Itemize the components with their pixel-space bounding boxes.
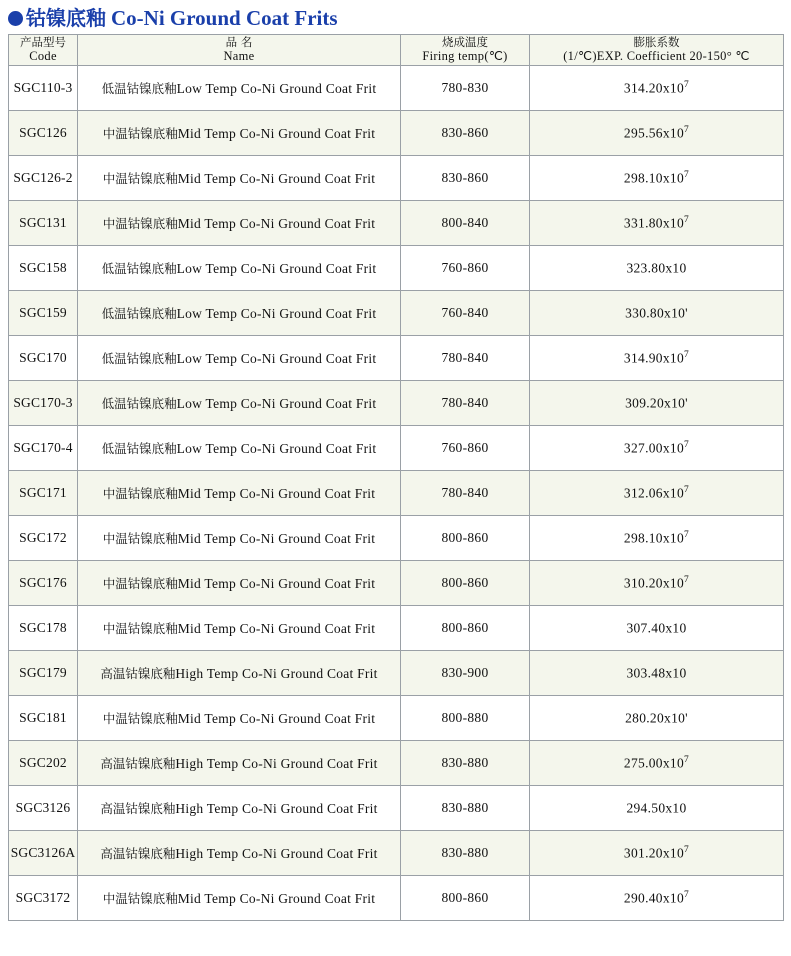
cell-name-en: Mid Temp Co-Ni Ground Coat Frit [177, 890, 376, 906]
cell-exp-coefficient [530, 741, 784, 786]
cell-name-cn: 低温钴镍底釉 [101, 350, 177, 366]
cell-exp-value: 327.00x10 [623, 440, 684, 456]
cell-name-en: Low Temp Co-Ni Ground Coat Frit [176, 440, 377, 456]
cell-code: SGC172 [9, 516, 78, 561]
cell-name [78, 381, 401, 426]
column-header-name [78, 35, 401, 66]
cell-code: SGC159 [9, 291, 78, 336]
table-row [9, 471, 784, 516]
cell-name [78, 786, 401, 831]
cell-name-en: Mid Temp Co-Ni Ground Coat Frit [177, 710, 376, 726]
cell-exp-coefficient [530, 201, 784, 246]
cell-name [78, 471, 401, 516]
cell-name [78, 696, 401, 741]
cell-exp-exponent: 7 [684, 889, 690, 900]
cell-name-cn: 低温钴镍底釉 [101, 440, 177, 456]
cell-name-cn: 高温钴镍底釉 [100, 755, 176, 771]
cell-exp-value: 298.10x10 [623, 170, 684, 186]
cell-firing-temp: 800-840 [401, 201, 530, 246]
cell-name [78, 336, 401, 381]
column-header-exp-coefficient-cn: 膨胀系数 [633, 35, 680, 49]
cell-exp-coefficient [530, 831, 784, 876]
cell-name-cn: 高温钴镍底釉 [100, 800, 176, 816]
cell-name-cn: 低温钴镍底釉 [101, 80, 177, 96]
column-header-code [9, 35, 78, 66]
cell-code: SGC170-4 [9, 426, 78, 471]
cell-name-en: High Temp Co-Ni Ground Coat Frit [175, 845, 378, 861]
cell-name-cn: 中温钴镍底釉 [102, 620, 178, 636]
cell-name-cn: 中温钴镍底釉 [102, 710, 178, 726]
cell-exp-value: 309.20x10' [625, 395, 688, 411]
cell-exp-exponent: 7 [684, 124, 690, 135]
column-header-exp-coefficient [530, 35, 784, 66]
cell-firing-temp: 780-830 [401, 66, 530, 111]
cell-name [78, 561, 401, 606]
cell-firing-temp: 830-860 [401, 111, 530, 156]
cell-code: SGC158 [9, 246, 78, 291]
cell-firing-temp: 780-840 [401, 471, 530, 516]
cell-exp-value: 310.20x10 [623, 575, 684, 591]
cell-code: SGC176 [9, 561, 78, 606]
cell-name-en: Low Temp Co-Ni Ground Coat Frit [176, 260, 377, 276]
table-row [9, 876, 784, 921]
table-row [9, 111, 784, 156]
table-row [9, 201, 784, 246]
cell-exp-exponent: 7 [684, 79, 690, 90]
cell-code: SGC131 [9, 201, 78, 246]
cell-name-cn: 中温钴镍底釉 [102, 575, 178, 591]
cell-name [78, 66, 401, 111]
cell-name-en: Low Temp Co-Ni Ground Coat Frit [176, 395, 377, 411]
cell-name-cn: 中温钴镍底釉 [102, 170, 178, 186]
cell-exp-coefficient [530, 696, 784, 741]
cell-exp-exponent: 7 [684, 754, 690, 765]
cell-name [78, 426, 401, 471]
cell-exp-value: 330.80x10' [625, 305, 688, 321]
bullet-icon [8, 11, 23, 26]
cell-exp-coefficient [530, 651, 784, 696]
table-row [9, 696, 784, 741]
page-title-english: Co-Ni Ground Coat Frits [111, 5, 338, 30]
frits-table [8, 34, 784, 921]
cell-exp-coefficient [530, 516, 784, 561]
cell-code: SGC126-2 [9, 156, 78, 201]
table-body [9, 66, 784, 921]
cell-firing-temp: 800-860 [401, 606, 530, 651]
cell-exp-value: 314.20x10 [623, 80, 684, 96]
cell-name-cn: 低温钴镍底釉 [101, 305, 177, 321]
cell-exp-value: 280.20x10' [625, 710, 688, 726]
cell-code: SGC3126 [9, 786, 78, 831]
cell-exp-value: 298.10x10 [623, 530, 684, 546]
cell-name-en: High Temp Co-Ni Ground Coat Frit [175, 665, 378, 681]
cell-code: SGC126 [9, 111, 78, 156]
cell-exp-value: 303.48x10 [626, 665, 687, 681]
table-row [9, 246, 784, 291]
cell-exp-coefficient [530, 381, 784, 426]
table-row [9, 786, 784, 831]
cell-firing-temp: 830-880 [401, 786, 530, 831]
cell-firing-temp: 760-860 [401, 426, 530, 471]
cell-name [78, 876, 401, 921]
cell-name-cn: 高温钴镍底釉 [100, 665, 176, 681]
table-row [9, 741, 784, 786]
table-row [9, 561, 784, 606]
cell-name-cn: 中温钴镍底釉 [102, 890, 178, 906]
cell-name [78, 156, 401, 201]
cell-exp-coefficient [530, 876, 784, 921]
column-header-name-en: Name [223, 49, 255, 64]
cell-exp-exponent: 7 [684, 484, 690, 495]
cell-name [78, 651, 401, 696]
cell-firing-temp: 830-900 [401, 651, 530, 696]
cell-exp-exponent: 7 [684, 349, 690, 360]
cell-exp-value: 301.20x10 [623, 845, 684, 861]
cell-name [78, 246, 401, 291]
cell-name-en: Mid Temp Co-Ni Ground Coat Frit [177, 215, 376, 231]
column-header-firing-temp [401, 35, 530, 66]
cell-code: SGC3172 [9, 876, 78, 921]
cell-exp-exponent: 7 [684, 529, 690, 540]
cell-name-en: Mid Temp Co-Ni Ground Coat Frit [177, 530, 376, 546]
cell-exp-exponent: 7 [684, 169, 690, 180]
table-row [9, 426, 784, 471]
cell-exp-coefficient [530, 606, 784, 651]
cell-firing-temp: 780-840 [401, 336, 530, 381]
cell-exp-coefficient [530, 66, 784, 111]
cell-exp-coefficient [530, 561, 784, 606]
cell-name [78, 606, 401, 651]
cell-name [78, 741, 401, 786]
cell-code: SGC178 [9, 606, 78, 651]
cell-firing-temp: 830-880 [401, 741, 530, 786]
cell-name-cn: 中温钴镍底釉 [102, 485, 178, 501]
table-row [9, 381, 784, 426]
cell-exp-value: 295.56x10 [623, 125, 684, 141]
page-title [0, 0, 791, 34]
column-header-code-cn: 产品型号 [20, 35, 66, 49]
table-row [9, 651, 784, 696]
cell-name-en: High Temp Co-Ni Ground Coat Frit [175, 755, 378, 771]
cell-exp-value: 294.50x10 [626, 800, 687, 816]
cell-code: SGC181 [9, 696, 78, 741]
cell-firing-temp: 800-860 [401, 561, 530, 606]
cell-firing-temp: 830-880 [401, 831, 530, 876]
cell-exp-coefficient [530, 291, 784, 336]
cell-firing-temp: 800-880 [401, 696, 530, 741]
cell-exp-coefficient [530, 786, 784, 831]
cell-exp-value: 307.40x10 [626, 620, 687, 636]
cell-name [78, 516, 401, 561]
column-header-firing-temp-en: Firing temp(℃) [422, 49, 508, 64]
column-header-name-cn: 品 名 [225, 35, 253, 49]
table-row [9, 516, 784, 561]
cell-exp-exponent: 7 [684, 574, 690, 585]
table-row [9, 831, 784, 876]
cell-name [78, 831, 401, 876]
cell-exp-coefficient [530, 336, 784, 381]
cell-firing-temp: 830-860 [401, 156, 530, 201]
cell-exp-exponent: 7 [684, 214, 690, 225]
cell-firing-temp: 800-860 [401, 516, 530, 561]
cell-name-cn: 低温钴镍底釉 [101, 395, 177, 411]
cell-exp-coefficient [530, 246, 784, 291]
cell-name-en: Mid Temp Co-Ni Ground Coat Frit [177, 485, 376, 501]
cell-exp-exponent: 7 [684, 844, 690, 855]
cell-name [78, 201, 401, 246]
cell-name-en: Low Temp Co-Ni Ground Coat Frit [176, 305, 377, 321]
cell-firing-temp: 780-840 [401, 381, 530, 426]
cell-firing-temp: 800-860 [401, 876, 530, 921]
cell-name [78, 111, 401, 156]
cell-firing-temp: 760-840 [401, 291, 530, 336]
cell-code: SGC202 [9, 741, 78, 786]
cell-name-cn: 低温钴镍底釉 [101, 260, 177, 276]
column-header-code-en: Code [29, 49, 57, 64]
cell-name-en: Mid Temp Co-Ni Ground Coat Frit [177, 620, 376, 636]
cell-name-en: High Temp Co-Ni Ground Coat Frit [175, 800, 378, 816]
table-row [9, 606, 784, 651]
cell-name-cn: 中温钴镍底釉 [102, 215, 178, 231]
cell-firing-temp: 760-860 [401, 246, 530, 291]
cell-exp-value: 323.80x10 [626, 260, 687, 276]
column-header-firing-temp-cn: 烧成温度 [442, 35, 488, 49]
page-title-chinese: 钴镍底釉 [26, 6, 106, 30]
table-row [9, 291, 784, 336]
cell-name-cn: 中温钴镍底釉 [102, 530, 178, 546]
cell-exp-coefficient [530, 471, 784, 516]
cell-code: SGC110-3 [9, 66, 78, 111]
cell-name-en: Mid Temp Co-Ni Ground Coat Frit [177, 575, 376, 591]
column-header-exp-coefficient-en: (1/℃)EXP. Coefficient 20-150° ℃ [563, 49, 750, 64]
table-header [9, 35, 784, 66]
cell-exp-coefficient [530, 111, 784, 156]
table-row [9, 66, 784, 111]
cell-name-cn: 高温钴镍底釉 [100, 845, 176, 861]
cell-exp-value: 290.40x10 [623, 890, 684, 906]
cell-name [78, 291, 401, 336]
cell-code: SGC170-3 [9, 381, 78, 426]
cell-name-en: Mid Temp Co-Ni Ground Coat Frit [177, 125, 376, 141]
cell-code: SGC3126A [9, 831, 78, 876]
cell-exp-exponent: 7 [684, 439, 690, 450]
cell-name-en: Mid Temp Co-Ni Ground Coat Frit [177, 170, 376, 186]
table-row [9, 336, 784, 381]
cell-code: SGC179 [9, 651, 78, 696]
cell-exp-coefficient [530, 156, 784, 201]
cell-code: SGC170 [9, 336, 78, 381]
cell-exp-value: 275.00x10 [623, 755, 684, 771]
cell-exp-value: 331.80x10 [623, 215, 684, 231]
cell-name-cn: 中温钴镍底釉 [102, 125, 178, 141]
cell-exp-value: 312.06x10 [623, 485, 684, 501]
cell-exp-value: 314.90x10 [623, 350, 684, 366]
table-header-row [9, 35, 784, 66]
cell-code: SGC171 [9, 471, 78, 516]
cell-exp-coefficient [530, 426, 784, 471]
table-row [9, 156, 784, 201]
cell-name-en: Low Temp Co-Ni Ground Coat Frit [176, 350, 377, 366]
cell-name-en: Low Temp Co-Ni Ground Coat Frit [176, 80, 377, 96]
